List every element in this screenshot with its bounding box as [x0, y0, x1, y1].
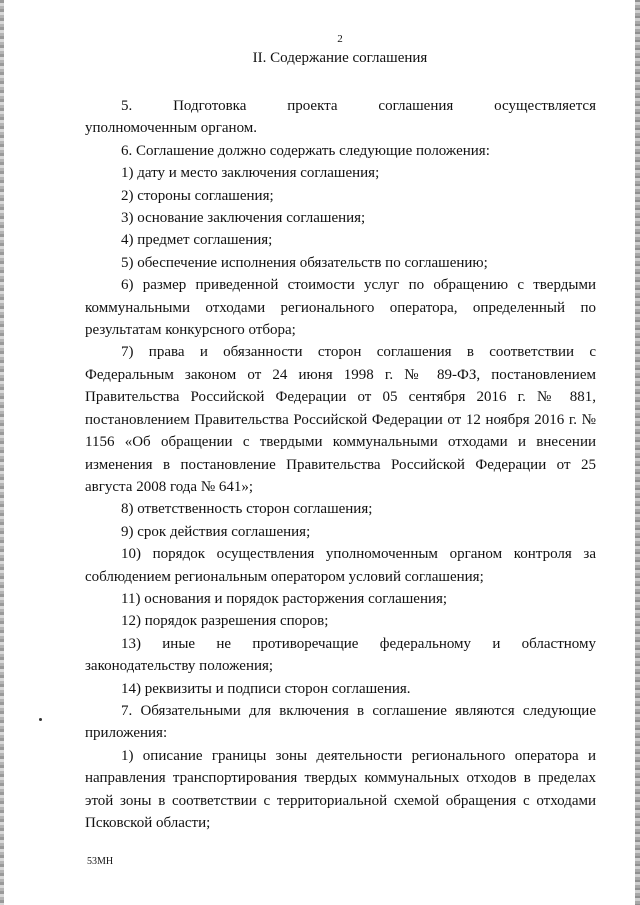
- list-item-6-14: 14) реквизиты и подписи сторон соглашения.: [121, 680, 411, 697]
- footer-document-code: 53МН: [87, 856, 114, 867]
- list-item-6-11: 11) основания и порядок расторжения соглашения;: [121, 590, 448, 607]
- list-item-6-13: 13) иные не противоречащие федеральному и областному законодательству положения;: [85, 635, 596, 675]
- document-body: [85, 95, 596, 834]
- list-item-6-1: 1) дату и место заключения соглашения;: [121, 165, 380, 182]
- list-item-7-1: 1) описание границы зоны деятельности регионального оператора и направления транспортирования твердых коммунальных отходов в пределах этой зоны в соответствии с территориальной схемой обращения с отходами Псковской области;: [85, 747, 596, 831]
- list-item-6-9: 9) срок действия соглашения;: [121, 523, 311, 540]
- list-item-6-2: 2) стороны соглашения;: [121, 187, 274, 204]
- list-item-6-6: 6) размер приведенной стоимости услуг по обращению с твердыми коммунальными отходами регионального оператора, определенный по результатам конкурсного отбора;: [85, 277, 596, 339]
- list-item-6-10: 10) порядок осуществления уполномоченным органом контроля за соблюдением региональным оператором условий соглашения;: [85, 546, 596, 585]
- scan-speck: [39, 718, 42, 721]
- list-item-6-8: 8) ответственность сторон соглашения;: [121, 501, 373, 518]
- list-item-6-5: 5) обеспечение исполнения обязательств по соглашению;: [121, 254, 488, 271]
- list-item-6-4: 4) предмет соглашения;: [121, 232, 273, 249]
- paragraph-item-5: 5. Подготовка проекта соглашения осуществляется уполномоченным органом.: [85, 98, 596, 137]
- section-title: II. Содержание соглашения: [252, 50, 428, 66]
- paragraph-item-7: 7. Обязательными для включения в соглашение являются следующие приложения:: [85, 702, 596, 742]
- list-item-6-7: 7) права и обязанности сторон соглашения в соответствии с Федеральным законом от 24 июня 1998 г. № 89-ФЗ, постановлением Правительства Российской Федерации от 05 сентября 2016 г. № 881, постановлением Правительства Российской Федерации от 12 ноября 2016 г. № 1156 «Об обращении с твердыми коммунальными отходами и внесении изменения в постановление Правительства Российской Федерации от 25 августа 2008 года № 641»;: [85, 344, 596, 495]
- paragraph-item-6: 6. Соглашение должно содержать следующие положения:: [121, 142, 490, 159]
- scan-edge-left: [0, 0, 4, 905]
- list-item-6-3: 3) основание заключения соглашения;: [121, 210, 366, 227]
- page-number: 2: [337, 33, 343, 45]
- list-item-6-12: 12) порядок разрешения споров;: [121, 613, 329, 630]
- scan-edge-right: [635, 0, 640, 905]
